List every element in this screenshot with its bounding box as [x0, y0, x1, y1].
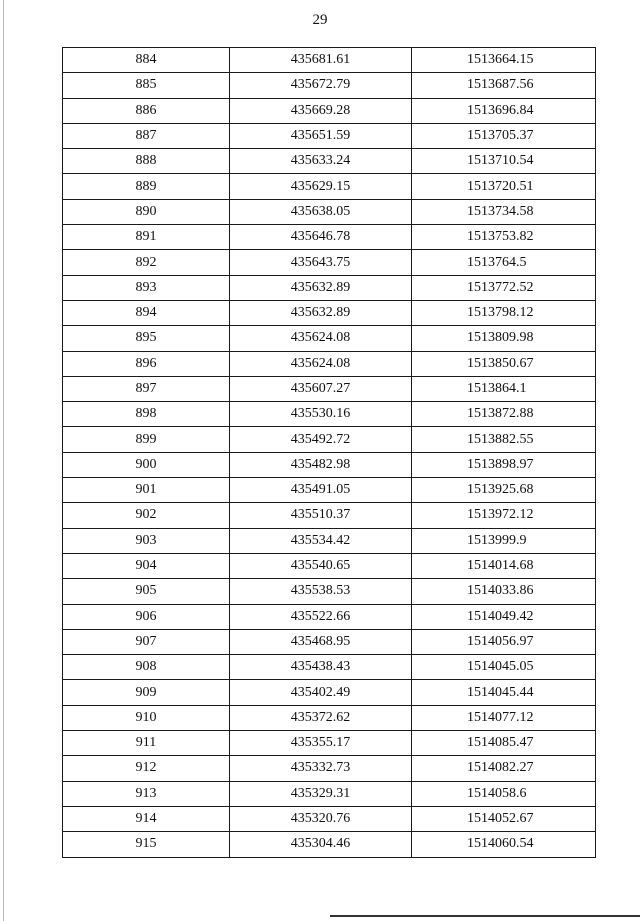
point-number-cell: 915 — [63, 832, 230, 857]
point-number-cell: 895 — [63, 326, 230, 351]
y-coordinate-cell: 1513753.82 — [412, 225, 596, 250]
point-number-cell: 888 — [63, 149, 230, 174]
y-coordinate-cell: 1514058.6 — [412, 781, 596, 806]
point-number-cell: 884 — [63, 48, 230, 73]
table-row — [63, 123, 596, 148]
x-coordinate-cell: 435669.28 — [230, 98, 412, 123]
table-row — [63, 149, 596, 174]
x-coordinate-cell: 435530.16 — [230, 402, 412, 427]
y-coordinate-cell: 1514045.44 — [412, 680, 596, 705]
table-row — [63, 351, 596, 376]
x-coordinate-cell: 435482.98 — [230, 452, 412, 477]
table-row — [63, 275, 596, 300]
y-coordinate-cell: 1513687.56 — [412, 73, 596, 98]
y-coordinate-cell: 1514045.05 — [412, 655, 596, 680]
x-coordinate-cell: 435510.37 — [230, 503, 412, 528]
y-coordinate-cell: 1514077.12 — [412, 705, 596, 730]
point-number-cell: 912 — [63, 756, 230, 781]
point-number-cell: 901 — [63, 478, 230, 503]
x-coordinate-cell: 435320.76 — [230, 806, 412, 831]
x-coordinate-cell: 435534.42 — [230, 528, 412, 553]
table-row — [63, 250, 596, 275]
table-row — [63, 731, 596, 756]
y-coordinate-cell: 1513872.88 — [412, 402, 596, 427]
y-coordinate-cell: 1513772.52 — [412, 275, 596, 300]
table-row — [63, 326, 596, 351]
y-coordinate-cell: 1513720.51 — [412, 174, 596, 199]
y-coordinate-cell: 1513850.67 — [412, 351, 596, 376]
y-coordinate-cell: 1513664.15 — [412, 48, 596, 73]
point-number-cell: 900 — [63, 452, 230, 477]
table-row — [63, 376, 596, 401]
y-coordinate-cell: 1514082.27 — [412, 756, 596, 781]
point-number-cell: 910 — [63, 705, 230, 730]
table-row — [63, 629, 596, 654]
y-coordinate-cell: 1513898.97 — [412, 452, 596, 477]
y-coordinate-cell: 1513864.1 — [412, 376, 596, 401]
x-coordinate-cell: 435632.89 — [230, 275, 412, 300]
y-coordinate-cell: 1514056.97 — [412, 629, 596, 654]
x-coordinate-cell: 435468.95 — [230, 629, 412, 654]
x-coordinate-cell: 435624.08 — [230, 326, 412, 351]
y-coordinate-cell: 1513764.5 — [412, 250, 596, 275]
x-coordinate-cell: 435646.78 — [230, 225, 412, 250]
y-coordinate-cell: 1513972.12 — [412, 503, 596, 528]
y-coordinate-cell: 1514085.47 — [412, 731, 596, 756]
point-number-cell: 914 — [63, 806, 230, 831]
point-number-cell: 893 — [63, 275, 230, 300]
point-number-cell: 904 — [63, 553, 230, 578]
x-coordinate-cell: 435304.46 — [230, 832, 412, 857]
x-coordinate-cell: 435332.73 — [230, 756, 412, 781]
point-number-cell: 898 — [63, 402, 230, 427]
x-coordinate-cell: 435651.59 — [230, 123, 412, 148]
point-number-cell: 913 — [63, 781, 230, 806]
point-number-cell: 896 — [63, 351, 230, 376]
point-number-cell: 897 — [63, 376, 230, 401]
point-number-cell: 907 — [63, 629, 230, 654]
x-coordinate-cell: 435632.89 — [230, 300, 412, 325]
x-coordinate-cell: 435629.15 — [230, 174, 412, 199]
x-coordinate-cell: 435643.75 — [230, 250, 412, 275]
x-coordinate-cell: 435355.17 — [230, 731, 412, 756]
table-row — [63, 655, 596, 680]
table-row — [63, 452, 596, 477]
y-coordinate-cell: 1513734.58 — [412, 199, 596, 224]
point-number-cell: 891 — [63, 225, 230, 250]
coordinates-table — [62, 47, 596, 858]
point-number-cell: 905 — [63, 579, 230, 604]
y-coordinate-cell: 1513809.98 — [412, 326, 596, 351]
table-row — [63, 199, 596, 224]
x-coordinate-cell: 435402.49 — [230, 680, 412, 705]
table-row — [63, 832, 596, 857]
table-row — [63, 781, 596, 806]
y-coordinate-cell: 1513999.9 — [412, 528, 596, 553]
x-coordinate-cell: 435538.53 — [230, 579, 412, 604]
y-coordinate-cell: 1513705.37 — [412, 123, 596, 148]
y-coordinate-cell: 1513710.54 — [412, 149, 596, 174]
table-row — [63, 503, 596, 528]
point-number-cell: 885 — [63, 73, 230, 98]
bottom-rule — [330, 915, 640, 917]
y-coordinate-cell: 1514049.42 — [412, 604, 596, 629]
table-row — [63, 300, 596, 325]
y-coordinate-cell: 1514060.54 — [412, 832, 596, 857]
x-coordinate-cell: 435438.43 — [230, 655, 412, 680]
table-row — [63, 705, 596, 730]
point-number-cell: 899 — [63, 427, 230, 452]
table-row — [63, 427, 596, 452]
y-coordinate-cell: 1514033.86 — [412, 579, 596, 604]
point-number-cell: 887 — [63, 123, 230, 148]
x-coordinate-cell: 435492.72 — [230, 427, 412, 452]
x-coordinate-cell: 435491.05 — [230, 478, 412, 503]
table-row — [63, 73, 596, 98]
y-coordinate-cell: 1513882.55 — [412, 427, 596, 452]
y-coordinate-cell: 1513925.68 — [412, 478, 596, 503]
x-coordinate-cell: 435638.05 — [230, 199, 412, 224]
table-row — [63, 48, 596, 73]
point-number-cell: 889 — [63, 174, 230, 199]
x-coordinate-cell: 435607.27 — [230, 376, 412, 401]
table-row — [63, 478, 596, 503]
x-coordinate-cell: 435372.62 — [230, 705, 412, 730]
point-number-cell: 903 — [63, 528, 230, 553]
point-number-cell: 886 — [63, 98, 230, 123]
table-row — [63, 553, 596, 578]
x-coordinate-cell: 435633.24 — [230, 149, 412, 174]
table-row — [63, 604, 596, 629]
scan-left-edge — [3, 0, 4, 921]
y-coordinate-cell: 1513798.12 — [412, 300, 596, 325]
table-row — [63, 579, 596, 604]
table-row — [63, 528, 596, 553]
page-number: 29 — [312, 12, 328, 28]
x-coordinate-cell: 435624.08 — [230, 351, 412, 376]
x-coordinate-cell: 435681.61 — [230, 48, 412, 73]
table-row — [63, 806, 596, 831]
point-number-cell: 906 — [63, 604, 230, 629]
x-coordinate-cell: 435522.66 — [230, 604, 412, 629]
point-number-cell: 902 — [63, 503, 230, 528]
table-row — [63, 174, 596, 199]
point-number-cell: 909 — [63, 680, 230, 705]
point-number-cell: 892 — [63, 250, 230, 275]
table-row — [63, 402, 596, 427]
x-coordinate-cell: 435329.31 — [230, 781, 412, 806]
x-coordinate-cell: 435672.79 — [230, 73, 412, 98]
x-coordinate-cell: 435540.65 — [230, 553, 412, 578]
y-coordinate-cell: 1514014.68 — [412, 553, 596, 578]
table-row — [63, 680, 596, 705]
y-coordinate-cell: 1513696.84 — [412, 98, 596, 123]
coordinates-table-body — [63, 48, 596, 858]
table-row — [63, 225, 596, 250]
y-coordinate-cell: 1514052.67 — [412, 806, 596, 831]
point-number-cell: 908 — [63, 655, 230, 680]
point-number-cell: 890 — [63, 199, 230, 224]
table-row — [63, 756, 596, 781]
point-number-cell: 911 — [63, 731, 230, 756]
table-row — [63, 98, 596, 123]
point-number-cell: 894 — [63, 300, 230, 325]
